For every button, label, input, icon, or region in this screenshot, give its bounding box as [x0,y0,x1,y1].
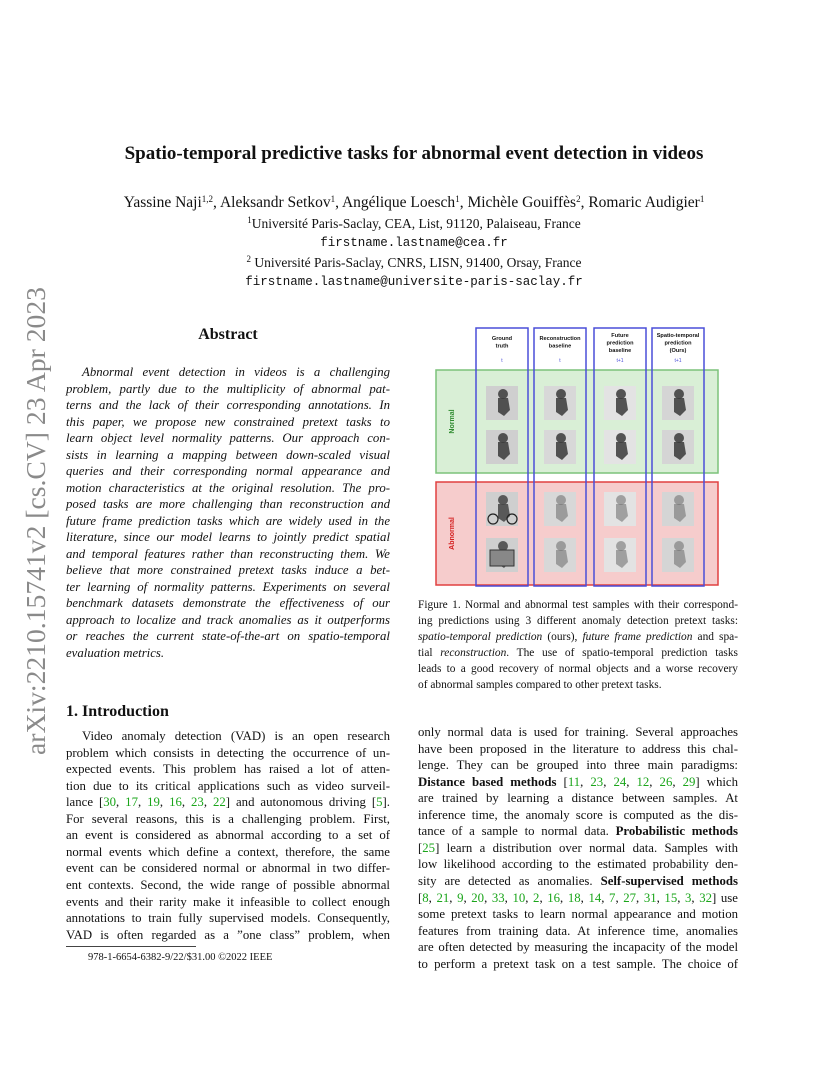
citation-link[interactable]: 15 [664,890,678,905]
intro-line [82,728,390,744]
figure-head [498,389,508,399]
text-run: to perform a pretext task on a test sample. The choice of [418,956,738,971]
intro-line [66,844,390,860]
text-run: are trained by learning a distance between samples. At [418,791,738,806]
text-run: annotations to train fully supervised models. Consequently, [66,911,390,926]
figure-head [616,541,626,551]
text-run: , [181,795,192,810]
text-run: features from training data. At inference time, anomalies [418,923,738,938]
abstract-line: evaluation metrics. [66,645,165,660]
text-run: tial [418,647,441,659]
text-run: , [677,890,686,905]
abstract-line: motion characteristics at the original resolution. The pro- [66,480,390,495]
text-run: (ours), [542,631,583,643]
text-run: , [116,795,126,810]
text-run: , [463,890,472,905]
column-label: Spatio-temporal [656,333,700,339]
citation-link[interactable]: 24 [613,774,627,789]
column-label: prediction [606,340,634,347]
affiliation-2-sup: 2 [246,254,252,264]
text-run: lenge. They can be grouped into three main paradigms: [418,758,738,773]
abstract-line: queries and their corresponding normal appearance and [66,464,390,478]
text-run: , [484,890,492,905]
affiliation-2-text: Université Paris-Saclay, CNRS, LISN, 91400, Orsay, France [254,255,582,270]
citation-link[interactable]: 33 [491,890,505,905]
text-run: [ [556,774,568,789]
text-run: , [203,795,213,810]
row-label: Abnormal [449,517,456,550]
citation-link[interactable]: 31 [643,890,657,905]
text-run: lance [ [66,795,104,810]
author-name: Romaric Audigier [588,194,700,211]
citation-link[interactable]: 9 [457,890,464,905]
intro-line [418,890,738,906]
intro-line [66,894,390,910]
citation-link[interactable]: 23 [590,774,604,789]
figure-head [556,433,566,443]
column-time: t+1 [674,358,682,364]
intro-line [66,761,390,777]
figure-head [616,389,626,399]
column-label: baseline [548,343,572,350]
abstract-line: ter learning of normality patterns. Experiments on several [66,579,390,594]
text-run: , [504,890,513,905]
text-run: normal events which define a context, therefore, the same [66,844,390,859]
citation-link[interactable]: 30 [103,795,117,810]
citation-link[interactable]: 3 [685,890,692,905]
citation-link[interactable]: 7 [609,890,616,905]
intro-line [66,910,390,926]
text-run: , [159,795,170,810]
intro-line [418,757,738,773]
intro-line [418,956,738,972]
citation-link[interactable]: 27 [623,890,637,905]
cart-body [490,550,514,566]
text-run: , [601,890,610,905]
arxiv-identifier [18,285,52,755]
text-run: have been proposed in the literature to address this chal- [418,741,738,756]
text-run: of abnormal samples compared to other pretext tasks. [418,679,662,691]
bold-term: Distance based methods [418,774,557,789]
figure-head [674,433,684,443]
intro-line [418,873,738,889]
text-run: Video anomaly detection (VAD) is an open research [82,729,390,743]
citation-link[interactable]: 20 [471,890,485,905]
citation-link[interactable]: 22 [212,795,226,810]
text-run: sity are detected as anomalies. [418,873,601,888]
text-run: , [656,890,665,905]
citation-link[interactable]: 12 [636,774,650,789]
figure-head [498,433,508,443]
text-run: . The use of spatio-temporal prediction tasks [506,647,738,659]
figure-1-graphic [434,326,720,590]
text-run: Figure 1. Normal and abnormal test samples with their correspond- [418,599,738,611]
affiliation-1-text: Université Paris-Saclay, CEA, List, 91120, Palaiseau, France [251,216,581,231]
abstract-line: or reaches the current state-of-the-art on spatio-temporal [66,629,390,643]
figure-head [616,495,626,505]
text-run: ] use [712,890,738,905]
text-run: , [137,795,148,810]
abstract-line: approach to localize and track anomalies as it outperforms [66,612,390,627]
caption-line [418,629,738,645]
text-run: an event is considered as abnormal according to a set of [66,828,390,843]
affiliation-1 [60,216,768,232]
citation-link[interactable]: 11 [567,774,581,789]
caption-line [418,645,738,661]
row-label: Normal [449,409,456,434]
intro-heading: 1. Introduction [66,703,169,720]
intro-line [418,807,738,823]
abstract-line: posed tasks are more challenging than reconstruction and [66,497,390,511]
abstract-line: and temporal features rather than reconstructing them. We [66,546,390,561]
citation-link[interactable]: 18 [567,890,581,905]
text-run: ] and autonomous driving [ [225,795,377,810]
intro-line [66,877,390,893]
intro-line [66,860,390,876]
intro-line [418,790,738,806]
italic-term: spatio-temporal prediction [418,631,543,643]
affiliation-1-sup: 1 [247,215,252,225]
citation-link[interactable]: 5 [376,795,383,810]
text-run: , [428,890,437,905]
italic-term: future frame prediction [582,631,693,643]
abstract-heading: Abstract [198,326,258,343]
caption-line [418,597,738,613]
text-run: some pretext tasks to learn normal appearance and motion [418,907,738,922]
figure-head [674,541,684,551]
intro-line [418,774,738,790]
abstract-line: problem, partly due to the multiplicity of abnormal pat- [66,381,390,396]
intro-line [418,741,738,757]
text-run: ent contexts. Second, the wide range of possible abnormal [66,877,390,892]
text-run: ]. [382,795,390,810]
intro-line [418,840,738,856]
text-run: , [636,890,644,905]
bold-term: Self-supervised methods [600,873,738,888]
text-run: ] which [695,774,738,789]
column-label: Reconstruction [539,336,581,342]
figure-head [556,495,566,505]
text-run: , [603,774,614,789]
author-affiliation-sup: 1 [699,194,705,204]
text-run: expected events. This problem has raised a lot of atten- [66,762,390,777]
bold-term: Probabilistic methods [615,824,738,839]
citation-link[interactable]: 19 [147,795,160,810]
author-affiliation-sup: 1 [330,194,336,204]
intro-line [418,823,738,839]
abstract-line: believe that more constrained pretext tasks induce a bet- [66,563,390,577]
text-run: only normal data is used for training. Several approaches [418,725,738,739]
arxiv-id-text: arXiv:2210.15741v2 [cs.CV] 23 Apr 2023 [21,297,51,755]
column-time: t+1 [616,358,624,364]
text-run: , [649,774,660,789]
text-run: tance of a sample to normal data. [418,824,616,839]
citation-link[interactable]: 14 [588,890,602,905]
text-run: problem which consists in detecting the occurrence of un- [66,745,390,760]
intro-line [66,794,390,810]
author-affiliation-sup: 1 [455,194,460,204]
citation-link[interactable]: 29 [682,774,696,789]
text-run: [ [418,840,423,855]
column-label: prediction [664,340,692,347]
citation-link[interactable]: 21 [436,890,450,905]
text-run: inference time, the anomaly score is computed as the dis- [418,807,738,822]
text-run: ing predictions using 3 different anomaly detection pretext tasks: [418,615,738,627]
figure-head [556,541,566,551]
text-run: ] learn a distribution over normal data. Samples with [435,840,738,855]
author-name: Aleksandr Setkov [219,194,331,211]
abstract-line: benchmark datasets demonstrate the effectiveness of our [66,596,390,610]
text-run: VAD is often regarded as a ”one class” problem, when [66,927,390,942]
text-run: , [626,774,637,789]
text-run: event can be considered normal or abnormal in two differ- [66,861,390,876]
text-run: [ [418,890,423,905]
caption-line [418,677,738,693]
footnote-rule [66,946,196,947]
citation-link[interactable]: 23 [191,795,204,810]
author-name: Yassine Naji [123,194,202,211]
text-run: are often detected by measuring the incapacity of the model [418,940,738,955]
figure-head [616,433,626,443]
figure-1 [434,326,720,590]
text-run: leads to a good recovery of normal objects and a worse recovery [418,663,738,675]
intro-line [66,778,390,794]
text-run: For several reasons, this is a challenging problem. First, [66,811,390,826]
column-label: Future [611,333,629,339]
text-run: events and their rarity make it infeasible to collect enough [66,894,390,909]
intro-line [418,724,738,740]
intro-line [66,827,390,843]
figure-head [674,389,684,399]
column-label: Ground [491,336,513,342]
text-run: , [525,890,534,905]
abstract-line: Abnormal event detection in videos is a challenging [82,365,390,379]
citation-link[interactable]: 16 [547,890,561,905]
caption-line [418,613,738,629]
footnote: 978-1-6654-6382-9/22/$31.00 ©2022 IEEE [88,952,273,963]
abstract-line: literature, since our model learns to jointly predict spatial [66,530,390,544]
intro-line [418,906,738,922]
author-name: Michèle Gouiffès [467,194,577,211]
text-run: tion due to its critical applications such as video surveil- [66,778,390,793]
email-2[interactable]: firstname.lastname@universite-paris-saclay.fr [245,275,583,289]
italic-term: reconstruction [440,647,507,659]
citation-link[interactable]: 25 [422,840,436,855]
column-time: t [501,358,503,364]
intro-line [418,923,738,939]
figure-head [498,495,508,505]
affiliation-2 [60,255,768,271]
citation-link[interactable]: 17 [125,795,138,810]
column-label: (Ours) [669,348,687,354]
citation-link[interactable]: 8 [422,890,429,905]
text-run: , [615,890,624,905]
email-1[interactable]: firstname.lastname@cea.fr [320,236,508,250]
text-run: , [539,890,548,905]
author-affiliation-sup: 2 [576,194,581,204]
text-run: , [580,774,591,789]
abstract-line: future frame prediction tasks which are widely used in the [66,513,390,528]
citation-link[interactable]: 32 [699,890,713,905]
intro-line [418,856,738,872]
abstract-line: this paper, we propose new constrained pretext tasks to [66,414,390,429]
author-name: Angélique Loesch [341,194,456,211]
text-run: , [580,890,589,905]
citation-link[interactable]: 26 [659,774,673,789]
intro-line [66,745,390,761]
text-run: , [691,890,700,905]
intro-line [66,927,390,943]
caption-line [418,661,738,677]
text-run: , [449,890,458,905]
column-time: t [559,358,561,364]
citation-link[interactable]: 2 [533,890,540,905]
abstract-line: learn object level normality patterns. Our approach con- [66,431,390,445]
citation-link[interactable]: 10 [512,890,526,905]
author-affiliation-sup: 1,2 [201,194,214,204]
citation-link[interactable]: 16 [169,795,182,810]
abstract-line: terns and the lack of their corresponding annotations. In [66,398,390,412]
paper-title: Spatio-temporal predictive tasks for abnormal event detection in videos [124,143,704,164]
text-run: , [560,890,568,905]
text-run: low likelihood according to the estimated probability den- [418,857,738,872]
figure-head [674,495,684,505]
author-list: Yassine Naji$^{1,2}$, Aleksandr Setkov$^1$, Angélique Loesch$^1$, Michèle Gouiffès$^2$, Romaric Audigier$^1$ [123,194,705,211]
intro-line [418,939,738,955]
text-run: and spa- [692,631,739,643]
column-label: truth [495,343,509,350]
intro-line [66,811,390,827]
figure-head [556,389,566,399]
column-label: baseline [608,348,632,354]
text-run: , [672,774,683,789]
abstract-line: sists in learning a mapping between down-scaled visual [66,447,390,462]
